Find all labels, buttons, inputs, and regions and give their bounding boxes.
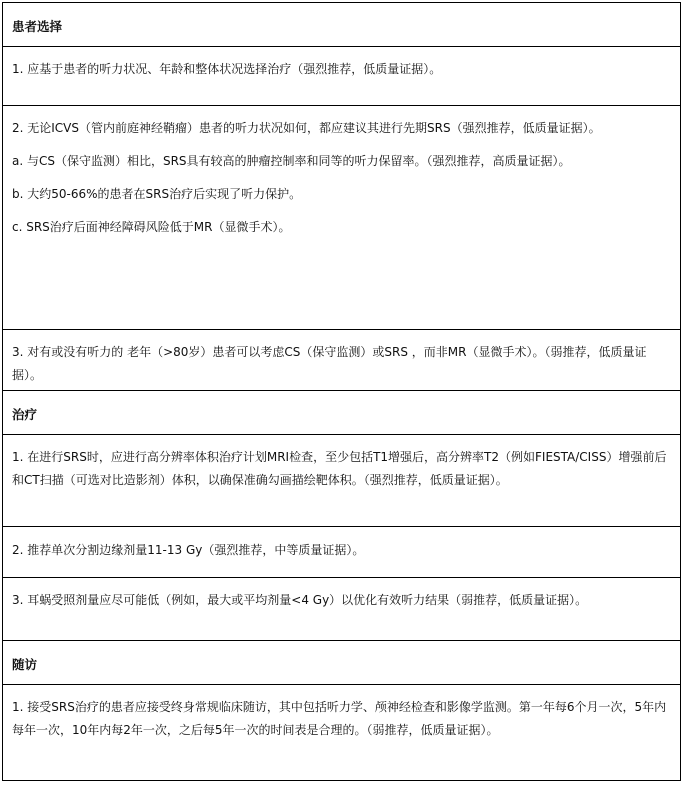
recommendation-cell bbox=[3, 527, 681, 578]
recommendation-cell bbox=[3, 578, 681, 641]
section-cell bbox=[3, 641, 681, 685]
sub-recommendation-text: c. SRS治疗后面神经障碍风险低于MR（显微手术）。 bbox=[12, 220, 291, 234]
section-cell bbox=[3, 3, 681, 47]
guidelines-table bbox=[2, 2, 681, 781]
recommendation-text: 1. 在进行SRS时，应进行高分辨率体积治疗计划MRI检查，至少包括T1增强后，高分辨率T2（例如FIESTA/CISS）增强前后和CT扫描（可选对比造影剂）体积，以确保准确勾画描绘靶体积。（强烈推荐，低质量证据）。 bbox=[12, 450, 667, 487]
recommendation-cell bbox=[3, 330, 681, 391]
recommendation-text: 3. 耳蜗受照剂量应尽可能低（例如，最大或平均剂量<4 Gy）以优化有效听力结果（弱推荐，低质量证据）。 bbox=[12, 593, 588, 607]
section-heading-treatment: 治疗 bbox=[12, 407, 38, 422]
recommendation-cell bbox=[3, 106, 681, 330]
recommendation-row bbox=[3, 435, 681, 527]
recommendation-row bbox=[3, 47, 681, 106]
section-cell bbox=[3, 391, 681, 435]
recommendation-row bbox=[3, 330, 681, 391]
section-heading-patient-selection: 患者选择 bbox=[12, 19, 63, 34]
recommendation-text: 2. 推荐单次分割边缘剂量11-13 Gy（强烈推荐，中等质量证据）。 bbox=[12, 543, 365, 557]
recommendation-cell bbox=[3, 435, 681, 527]
recommendation-cell bbox=[3, 47, 681, 106]
section-row bbox=[3, 641, 681, 685]
recommendation-cell bbox=[3, 685, 681, 781]
section-row bbox=[3, 3, 681, 47]
recommendation-row bbox=[3, 527, 681, 578]
recommendation-text: 2. 无论ICVS（管内前庭神经鞘瘤）患者的听力状况如何，都应建议其进行先期SRS（强烈推荐，低质量证据）。 bbox=[12, 121, 601, 135]
sub-recommendation-text: a. 与CS（保守监测）相比，SRS具有较高的肿瘤控制率和同等的听力保留率。（强烈推荐，高质量证据）。 bbox=[12, 154, 571, 168]
recommendation-row bbox=[3, 685, 681, 781]
recommendation-text: 1. 应基于患者的听力状况、年龄和整体状况选择治疗（强烈推荐，低质量证据）。 bbox=[12, 62, 442, 76]
recommendation-row bbox=[3, 578, 681, 641]
recommendation-text: 3. 对有或没有听力的 老年（>80岁）患者可以考虑CS（保守监测）或SRS ，而非MR（显微手术）。（弱推荐，低质量证据）。 bbox=[12, 345, 647, 382]
section-heading-follow-up: 随访 bbox=[12, 657, 38, 672]
section-row bbox=[3, 391, 681, 435]
recommendation-row bbox=[3, 106, 681, 330]
sub-recommendation-text: b. 大约50-66%的患者在SRS治疗后实现了听力保护。 bbox=[12, 187, 302, 201]
recommendation-text: 1. 接受SRS治疗的患者应接受终身常规临床随访，其中包括听力学、颅神经检查和影像学监测。第一年每6个月一次，5年内每年一次，10年内每2年一次，之后每5年一次的时间表是合理的。（弱推荐，低质量证据）。 bbox=[12, 700, 667, 737]
